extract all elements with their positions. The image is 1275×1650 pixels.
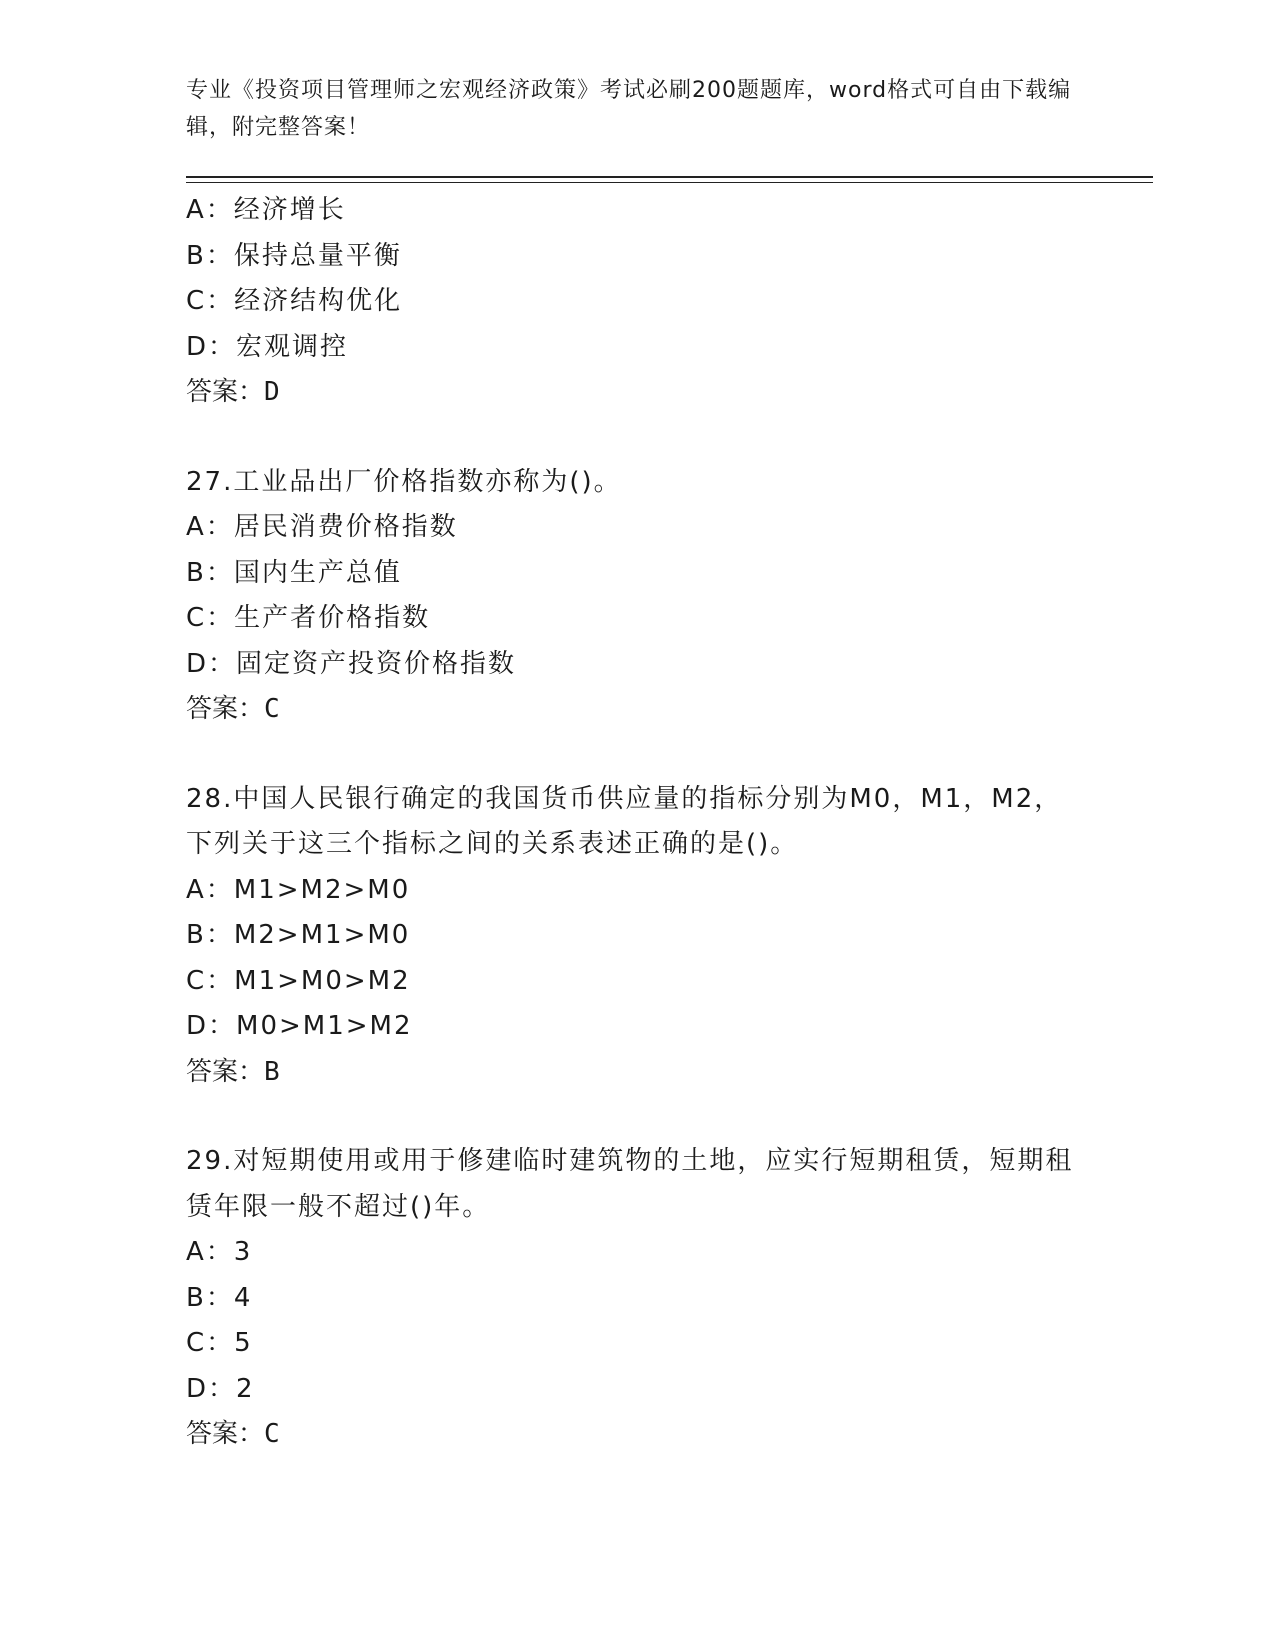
question-block-26 (186, 188, 1086, 416)
question-text: 28.中国人民银行确定的我国货币供应量的指标分别为M0，M1，M2，下列关于这三个指标之间的关系表述正确的是()。 (186, 783, 1063, 859)
option-d: D：固定资产投资价格指数 (186, 648, 517, 679)
spacer (186, 733, 1086, 777)
question-block-29 (186, 1139, 1086, 1458)
option-c: C：M1>M0>M2 (186, 965, 411, 996)
question-text: 27.工业品出厂价格指数亦称为()。 (186, 466, 622, 497)
question-text: 29.对短期使用或用于修建临时建筑物的土地，应实行短期租赁，短期租赁年限一般不超过()年。 (186, 1146, 1074, 1222)
option-a: A：3 (186, 1237, 253, 1267)
option-d: D：宏观调控 (186, 331, 349, 362)
answer: 答案：B (186, 1056, 280, 1087)
header-divider-thin (186, 182, 1153, 183)
option-c: C：5 (186, 1328, 253, 1358)
document-header: 专业《投资项目管理师之宏观经济政策》考试必刷200题题库，word格式可自由下载编辑，附完整答案！ (186, 78, 1072, 140)
option-b: B：保持总量平衡 (186, 240, 402, 271)
question-list (186, 188, 1086, 1458)
spacer (186, 416, 1086, 460)
option-b: B：M2>M1>M0 (186, 920, 411, 950)
option-a: A：经济增长 (186, 195, 346, 225)
answer: 答案：C (186, 1419, 280, 1449)
option-d: D：2 (186, 1373, 255, 1404)
option-b: B：国内生产总值 (186, 557, 402, 588)
option-b: B：4 (186, 1282, 253, 1313)
option-a: A：M1>M2>M0 (186, 874, 411, 905)
option-a: A：居民消费价格指数 (186, 512, 458, 542)
option-c: C：生产者价格指数 (186, 603, 431, 633)
answer: 答案：C (186, 694, 280, 724)
question-block-27 (186, 460, 1086, 733)
question-block-28 (186, 777, 1086, 1096)
header-divider-thick (186, 176, 1153, 178)
spacer (186, 1095, 1086, 1139)
option-d: D：M0>M1>M2 (186, 1011, 413, 1041)
option-c: C：经济结构优化 (186, 286, 403, 316)
answer: 答案：D (186, 377, 280, 407)
